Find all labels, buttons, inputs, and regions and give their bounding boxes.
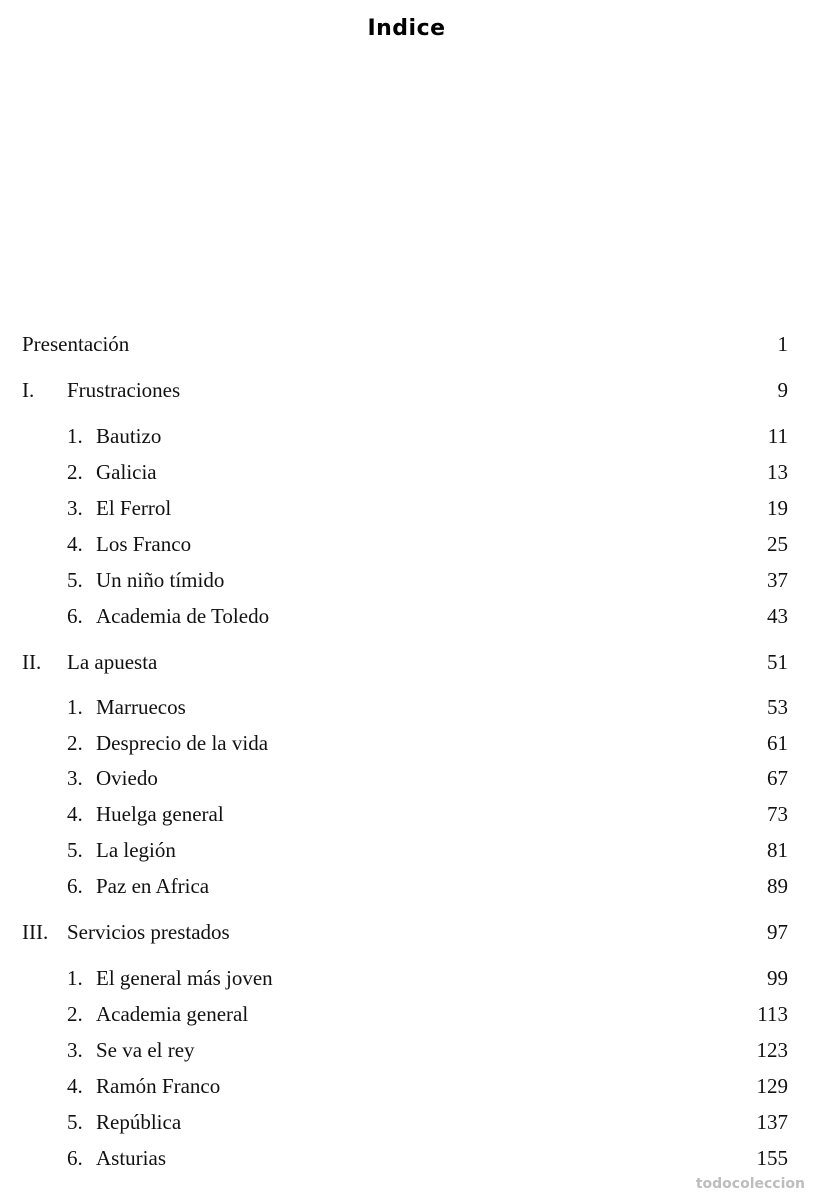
toc-section-number: 6. — [67, 874, 83, 898]
toc-section — [0, 565, 813, 595]
toc-section — [0, 493, 813, 523]
toc-entry-label: Presentación — [22, 332, 130, 356]
toc-chapter — [0, 647, 813, 677]
toc-section-label: República — [96, 1110, 182, 1134]
toc-section-page: 25 — [767, 532, 788, 556]
toc-section-number: 3. — [67, 1038, 83, 1062]
toc-section — [0, 963, 813, 993]
toc-section-number: 3. — [67, 496, 83, 520]
toc-section-label: Un niño tímido — [96, 568, 225, 592]
toc-section-label: Desprecio de la vida — [96, 731, 269, 755]
toc-section-number: 3. — [67, 766, 83, 790]
toc-entry-presentation — [0, 329, 813, 359]
toc-section-number: 1. — [67, 966, 83, 990]
toc-section — [0, 1035, 813, 1065]
toc-section-label: Bautizo — [96, 424, 162, 448]
toc-section-label: Se va el rey — [96, 1038, 195, 1062]
toc-section-label: Academia de Toledo — [96, 604, 270, 628]
toc-section-label: Asturias — [96, 1146, 166, 1170]
toc-section-label: Paz en Africa — [96, 874, 210, 898]
toc-section-page: 19 — [767, 496, 788, 520]
toc-chapter — [0, 917, 813, 947]
toc-section-page: 13 — [767, 460, 788, 484]
toc-section — [0, 529, 813, 559]
toc-section-page: 89 — [767, 874, 788, 898]
toc-chapter-number: I. — [22, 378, 35, 402]
toc-section-label: Galicia — [96, 460, 157, 484]
toc-section-number: 5. — [67, 568, 83, 592]
toc-section-number: 4. — [67, 1074, 83, 1098]
toc-section-label: El general más joven — [96, 966, 273, 990]
toc-chapter-label: La apuesta — [67, 650, 158, 674]
toc-section-number: 2. — [67, 1002, 83, 1026]
toc-section-number: 6. — [67, 604, 83, 628]
toc-section-page: 81 — [767, 838, 788, 862]
toc-section-page: 113 — [757, 1002, 788, 1026]
toc-section — [0, 999, 813, 1029]
toc-section-page: 137 — [756, 1110, 788, 1134]
toc-section-page: 37 — [767, 568, 788, 592]
toc-section-label: El Ferrol — [96, 496, 172, 520]
toc-section-page: 67 — [767, 766, 788, 790]
toc-section — [0, 457, 813, 487]
toc-section-page: 99 — [767, 966, 788, 990]
toc-section-label: Marruecos — [96, 695, 186, 719]
toc-section — [0, 799, 813, 829]
toc-section — [0, 763, 813, 793]
watermark: todocoleccion — [695, 1176, 805, 1192]
toc-chapter-page: 51 — [767, 650, 788, 674]
toc-section — [0, 1071, 813, 1101]
toc-section-page: 43 — [767, 604, 788, 628]
toc-section — [0, 421, 813, 451]
toc-section-page: 123 — [756, 1038, 788, 1062]
toc-section — [0, 871, 813, 901]
toc-section-label: La legión — [96, 838, 176, 862]
toc-section-page: 11 — [767, 424, 788, 448]
toc-section-label: Academia general — [96, 1002, 249, 1026]
toc-chapter-number: III. — [22, 920, 49, 944]
toc-section — [0, 1143, 813, 1173]
toc-section-label: Los Franco — [96, 532, 192, 556]
toc-section — [0, 835, 813, 865]
toc-section-page: 129 — [756, 1074, 788, 1098]
toc-section-number: 2. — [67, 460, 83, 484]
toc-section — [0, 601, 813, 631]
page-title: Indice — [367, 16, 446, 41]
toc-chapter-page: 9 — [777, 378, 788, 402]
toc-section-number: 1. — [67, 695, 83, 719]
toc-section-number: 6. — [67, 1146, 83, 1170]
toc-section-page: 155 — [756, 1146, 788, 1170]
toc-chapter-label: Frustraciones — [67, 378, 181, 402]
toc-section-label: Huelga general — [96, 802, 224, 826]
toc-section-number: 1. — [67, 424, 83, 448]
toc-section-page: 53 — [767, 695, 788, 719]
toc-entry-page: 1 — [777, 332, 788, 356]
toc-chapter-number: II. — [22, 650, 42, 674]
toc-section-number: 4. — [67, 802, 83, 826]
toc-section-page: 61 — [767, 731, 788, 755]
toc-section — [0, 728, 813, 758]
toc-section — [0, 692, 813, 722]
toc-section-number: 4. — [67, 532, 83, 556]
toc-section-number: 5. — [67, 1110, 83, 1134]
toc-section-label: Oviedo — [96, 766, 158, 790]
toc-section — [0, 1107, 813, 1137]
toc-section-number: 2. — [67, 731, 83, 755]
toc-section-number: 5. — [67, 838, 83, 862]
toc-chapter-label: Servicios prestados — [67, 920, 230, 944]
toc-section-label: Ramón Franco — [96, 1074, 221, 1098]
toc-chapter — [0, 375, 813, 405]
toc-chapter-page: 97 — [767, 920, 788, 944]
toc-section-page: 73 — [767, 802, 788, 826]
